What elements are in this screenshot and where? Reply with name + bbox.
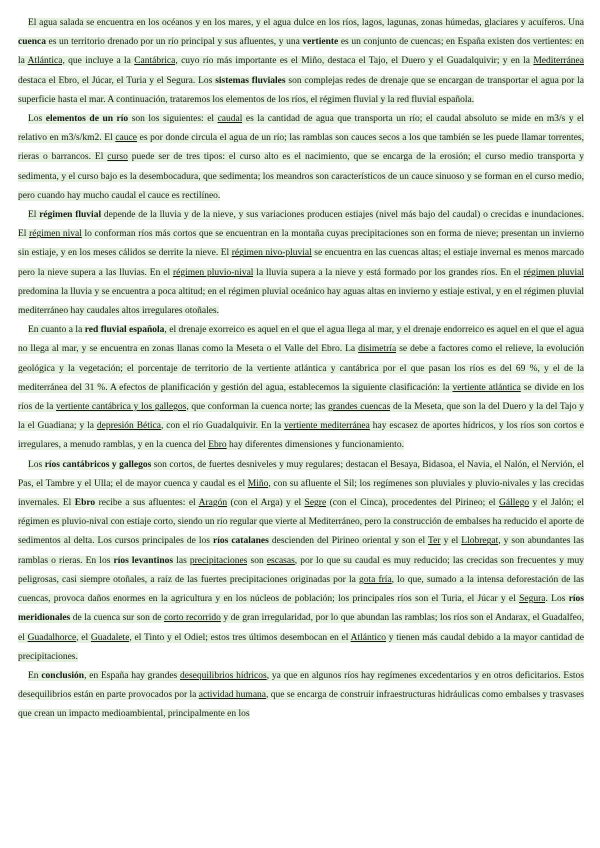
underlined-term: gota fría <box>358 574 392 585</box>
document-page <box>18 14 584 725</box>
text-run: de la cuenca sur son de <box>70 613 164 624</box>
underlined-term: Guadalhorce <box>27 632 77 643</box>
text-run: El <box>28 210 40 221</box>
text-run: se encuentra en las cuencas altas; el estiaje invernal es menos marcado pero la nieve supera a las lluvias. En el <box>18 248 584 278</box>
text-run: , por lo que su caudal es muy reducido; las crecidas son frecuentes y muy peligrosas, casi siempre otoñales, a raíz de las fuertes precipitaciones originadas por la <box>18 555 584 585</box>
text-run: la lluvia supera a la nieve y está formado por los grandes ríos. En el <box>253 267 524 278</box>
text-run: , cuyo río más importante es el Miño, destaca el Tajo, el Duero y el Guadalquivir; y en la <box>175 56 534 67</box>
paragraph-2 <box>18 110 584 206</box>
paragraph-1 <box>18 14 584 110</box>
underlined-term: escasas <box>266 555 295 566</box>
underlined-term: corto recorrido <box>163 613 221 624</box>
bold-term: cuenca <box>18 37 46 48</box>
underlined-term: Llobregat <box>461 536 499 547</box>
underlined-term: vertiente cantábrica y los gallegos <box>56 402 187 413</box>
underlined-term: Atlántica <box>27 56 63 67</box>
text-run: se debe a factores como el relieve, la evolución geológica y la vegetación; el porcentaje de territorio de la vertiente atlántica y cantábrica por el que pasan los ríos es del 69 %, y el de la mediterránea del 31 %. <box>18 344 584 393</box>
text-run: es un conjunto de cuencas; en España existen dos vertientes: en la <box>18 37 584 67</box>
underlined-term: Cantábrica <box>134 56 176 67</box>
underlined-term: caudal <box>217 114 243 125</box>
text-run: , el <box>76 632 91 643</box>
text-run: , lo que, sumado a la intensa deforestación de las cuencas, provoca daños enormes en la agricultura y en los núcleos de población; los principales ríos son el Turia, el Júcar y el <box>18 574 584 605</box>
underlined-term: régimen nivo-pluvial <box>231 248 312 259</box>
text-run: , y son abundantes las ramblas o rieras. En los <box>18 536 584 566</box>
text-run: depende de la lluvia y de la nieve, y sus variaciones producen estiajes (nivel más bajo del caudal) o crecidas e inundaciones. El <box>18 210 584 240</box>
text-run: , en España hay grandes <box>84 670 181 681</box>
text-run: puede ser de tres tipos: el curso alto es el nacimiento, que se encarga de la erosión; el curso medio transporta y sedimenta, y el curso bajo es la desembocadura, que sedimenta; los meandros son característicos de un cauce sinuoso y se forman en el curso medio, pero cuando hay mucho caudal el cauce es rectilíneo. <box>18 152 585 201</box>
underlined-term: Ter <box>428 536 441 547</box>
bold-term: ríos catalanes <box>213 536 269 547</box>
text-run: son los siguientes: el <box>128 114 218 125</box>
text-run: (con el Arga) y el <box>227 498 305 509</box>
underlined-term: régimen pluvio-nival <box>172 267 254 278</box>
underlined-term: desequilibrios hídricos <box>180 670 267 681</box>
underlined-term: Segura <box>519 594 546 605</box>
text-run: descienden del Pirineo oriental y son el <box>268 536 429 547</box>
text-run: se divide en los ríos de la <box>18 382 585 413</box>
underlined-term: régimen nival <box>29 229 82 240</box>
underlined-term: Ebro <box>208 440 227 451</box>
text-run: predomina la lluvia y se encuentra a poca altitud; en el régimen pluvial oceánico hay aguas altas en invierno y estiaje estival, y en el régimen pluvial mediterráneo hay caudales altos irregulares otoñales. <box>18 286 584 317</box>
text-run: , el Tinto y el Odiel; estos tres últimos desembocan en el <box>129 632 351 643</box>
text-run: hay diferentes dimensiones y funcionamiento. <box>226 440 404 451</box>
underlined-term: Aragón <box>198 498 228 509</box>
text-run: es la cantidad de agua que transporta un río; el caudal absoluto se mide en m3/s y el relativo en m3/s/km2. El <box>18 114 584 144</box>
text-run: es un territorio drenado por un río principal y sus afluentes, y una <box>45 37 303 48</box>
text-run: de la Meseta, que son la del Duero y la del Tajo y la el Guadiana; y la <box>18 402 584 432</box>
text-run: , que conforman la cuenca norte; las <box>186 402 329 413</box>
bold-term: conclusión <box>41 670 85 681</box>
underlined-term: depresión Bética <box>96 421 161 432</box>
text-run: son complejas redes de drenaje que se encargan de transportar el agua por la superficie hasta el mar. A continuación, trataremos los elementos de los ríos, el régimen fluvial y la red fluvial española. <box>18 75 584 105</box>
text-run: El agua salada se encuentra en los océanos y en los mares, y el agua dulce en los ríos, lagos, lagunas, zonas húmedas, glaciares y acuíferos. <box>28 18 569 28</box>
underlined-term: vertiente atlántica <box>452 382 521 393</box>
bold-term: sistemas fluviales <box>215 75 286 86</box>
underlined-term: Atlántico <box>350 632 387 643</box>
text-run: . Los <box>545 594 569 605</box>
underlined-term: actividad humana <box>198 690 267 701</box>
text-run: son cortos, de fuertes desniveles y muy regulares; destacan el Besaya, Bidasoa, el Navia, el Nalón, el Nervión, el Pas, el Tambre y el Ulla; el de mayor cuenca y caudal es el <box>18 459 584 489</box>
text-run: Los <box>28 459 45 470</box>
underlined-term: Segre <box>304 498 327 509</box>
paragraph-4 <box>18 321 584 455</box>
bold-term: vertiente <box>302 37 339 48</box>
underlined-term: vertiente mediterránea <box>284 421 370 432</box>
text-run: son <box>247 555 267 566</box>
text-run: y de gran irregularidad, por lo que abundan las ramblas; los ríos son el Andarax, el Guadalfeo, el <box>18 613 584 643</box>
text-run: , que incluye a la <box>62 56 135 67</box>
text-run: , que se encarga de construir infraestructuras hidráulicas como embalses y trasvases que crean un impacto medioambiental, principalmente en los <box>18 690 585 720</box>
underlined-term: disimetría <box>358 344 397 355</box>
bold-term: régimen fluvial <box>39 210 102 221</box>
text-run: , el drenaje exorreico es aquel en el que el agua llega al mar, y el drenaje endorreico es aquel en el que el agua no llega al mar, y se encuentra en zonas llanas como la Meseta o el Valle del Ebro. La <box>18 325 585 355</box>
paragraph-5 <box>18 456 584 667</box>
text-run: es por donde circula el agua de un río; las ramblas son cauces secos a los que también se les puede llamar torrentes, rieras o barrancos. El <box>18 133 584 163</box>
text-run: En <box>28 670 42 681</box>
text-run: hay escasez de aportes hídricos, y los ríos son cortos e irregulares, a menudo ramblas, y en la cuenca del <box>18 421 585 451</box>
text-run: Los <box>28 114 46 125</box>
text-run: y tienen más caudal debido a la mayor cantidad de precipitaciones. <box>18 632 584 662</box>
text-run: , ya que en algunos ríos hay regímenes excedentarios y en otros deficitarios. Estos desequilibrios están en parte provocados por la <box>18 670 584 701</box>
underlined-term: Gállego <box>499 498 530 509</box>
paragraph-6 <box>18 667 584 725</box>
text-run: Una <box>568 18 584 28</box>
text-run: , con su afluente el Sil; los regímenes son pluviales y pluvio-nivales y las crecidas invernales. El <box>18 478 584 509</box>
bold-term: elementos de un río <box>45 114 129 125</box>
text-run: y el <box>440 536 462 547</box>
text-run: y el Jalón; el régimen es pluvio-nival con estiaje corto, siendo un río regular que vierte al Mediterráneo, pero la construcción de embalses ha reducido el aporte de sedimentos al delta. Los cursos principales de los <box>18 498 584 547</box>
underlined-term: cauce <box>115 133 137 144</box>
underlined-term: régimen pluvial <box>523 267 584 278</box>
underlined-term: Guadalete <box>90 632 130 643</box>
underlined-term: precipitaciones <box>189 555 248 566</box>
text-run: las <box>173 555 190 566</box>
bold-term: red fluvial española <box>84 325 165 336</box>
paragraph-3 <box>18 206 584 321</box>
bold-term: ríos meridionales <box>18 594 584 624</box>
text-run: , con el río Guadalquivir. En la <box>160 421 285 432</box>
underlined-term: Mediterránea <box>533 56 584 67</box>
text-run: A efectos de planificación y gestión del agua, establecemos la siguiente clasificación: la <box>109 382 453 393</box>
text-run: recibe a sus afluentes: el <box>95 498 199 509</box>
underlined-term: curso <box>107 152 128 163</box>
underlined-term: Miño <box>247 478 269 489</box>
text-run: destaca el Ebro, el Júcar, el Turia y el Segura. Los <box>18 75 216 86</box>
bold-term: ríos cantábricos y gallegos <box>44 459 152 470</box>
text-run: En cuanto a la <box>28 325 85 336</box>
bold-term: ríos levantinos <box>113 555 174 566</box>
text-run: (con el Cinca), procedentes del Pirineo; el <box>326 498 500 509</box>
underlined-term: grandes cuencas <box>328 402 391 413</box>
text-run: lo conforman ríos más cortos que se encuentran en la montaña cuyas precipitaciones son en forma de nieve; presentan un invierno sin estiaje, y en los meses cálidos se derrite la nieve. El <box>18 229 584 259</box>
bold-term: Ebro <box>74 498 96 509</box>
